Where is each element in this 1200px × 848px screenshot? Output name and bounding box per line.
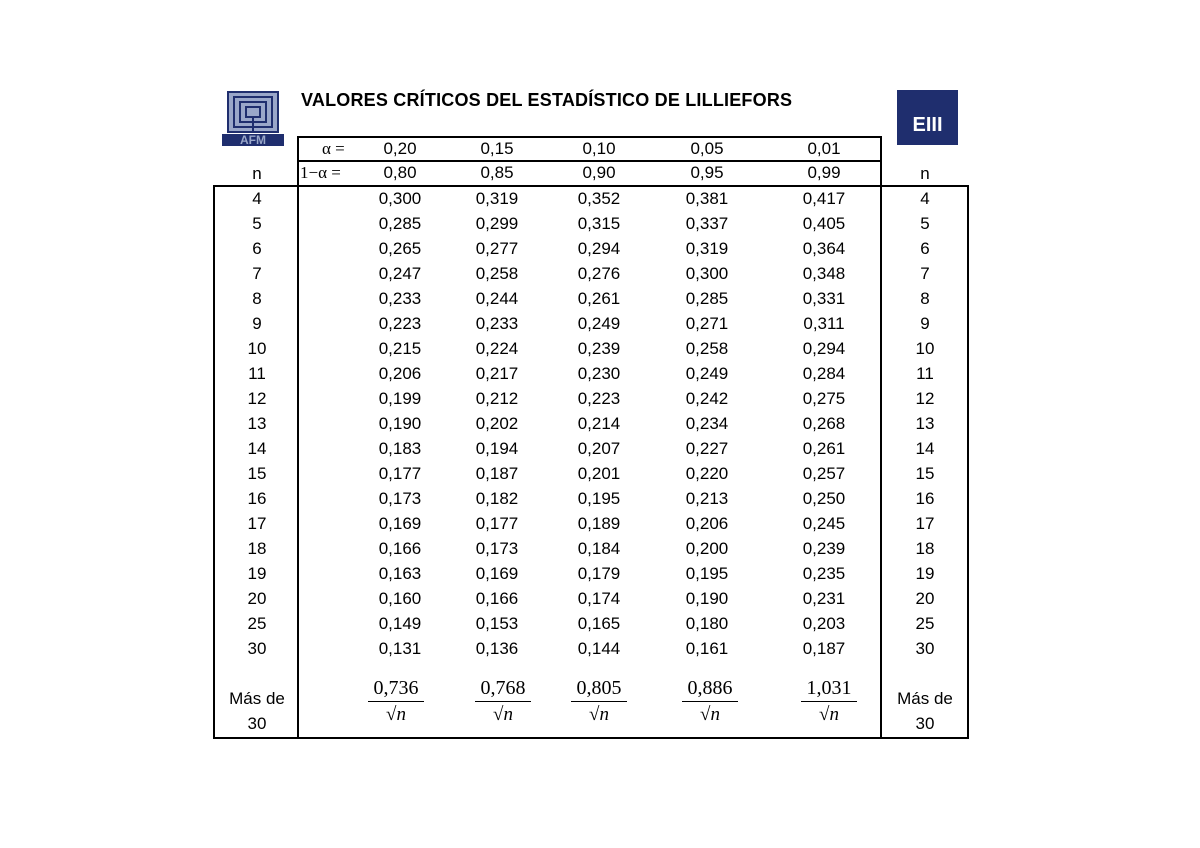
critical-value: 0,190: [685, 589, 729, 608]
afm-logo: [222, 90, 284, 148]
row-n-left: 8: [252, 289, 262, 308]
critical-value: 0,201: [577, 464, 621, 483]
fraction-numerator: 0,768: [480, 677, 526, 699]
one-minus-alpha-value: 0,99: [807, 163, 841, 182]
critical-value: 0,173: [475, 539, 519, 558]
critical-value: 0,265: [378, 239, 422, 258]
row-n-left: 4: [252, 189, 262, 208]
critical-value: 0,223: [378, 314, 422, 333]
fraction-denominator: √n: [700, 704, 720, 725]
right-column-divider: [880, 185, 882, 739]
critical-value: 0,261: [577, 289, 621, 308]
critical-value: 0,214: [577, 414, 621, 433]
row-n-left: 6: [252, 239, 262, 258]
afm-logo-text: AFM: [240, 133, 266, 147]
critical-value: 0,230: [577, 364, 621, 383]
critical-value: 0,275: [802, 389, 846, 408]
critical-value: 0,184: [577, 539, 621, 558]
fraction-numerator: 0,805: [576, 677, 622, 699]
left-column-divider: [297, 185, 299, 739]
critical-value: 0,189: [577, 514, 621, 533]
critical-value: 0,285: [378, 214, 422, 233]
row-n-left: 5: [252, 214, 262, 233]
critical-value: 0,381: [685, 189, 729, 208]
critical-value: 0,239: [802, 539, 846, 558]
fraction-bar: [801, 701, 857, 702]
row-n-left: 30: [247, 639, 267, 658]
n-header-left: n: [252, 164, 262, 183]
fraction-denominator: √n: [819, 704, 839, 725]
critical-value: 0,337: [685, 214, 729, 233]
one-minus-alpha-value: 0,95: [690, 163, 724, 182]
row-n-left: 17: [247, 514, 267, 533]
critical-value: 0,194: [475, 439, 519, 458]
critical-value: 0,195: [685, 564, 729, 583]
critical-value: 0,242: [685, 389, 729, 408]
critical-value: 0,169: [378, 514, 422, 533]
fraction-bar: [571, 701, 627, 702]
critical-value: 0,187: [475, 464, 519, 483]
critical-value: 0,182: [475, 489, 519, 508]
critical-value: 0,223: [577, 389, 621, 408]
row-n-right: 14: [915, 439, 935, 458]
critical-value: 0,277: [475, 239, 519, 258]
row-n-left: 14: [247, 439, 267, 458]
critical-value: 0,294: [802, 339, 846, 358]
critical-value: 0,220: [685, 464, 729, 483]
one-minus-alpha-label: 1−α =: [300, 163, 341, 182]
critical-value: 0,261: [802, 439, 846, 458]
critical-value: 0,206: [378, 364, 422, 383]
critical-value: 0,215: [378, 339, 422, 358]
critical-value: 0,234: [685, 414, 729, 433]
critical-value: 0,166: [475, 589, 519, 608]
critical-value: 0,348: [802, 264, 846, 283]
row-n-right: 12: [915, 389, 935, 408]
row-n-right: 10: [915, 339, 935, 358]
fraction-bar: [682, 701, 738, 702]
critical-value: 0,169: [475, 564, 519, 583]
row-n-right: 6: [920, 239, 930, 258]
fraction-denominator: √n: [386, 704, 406, 725]
one-minus-alpha-value: 0,80: [383, 163, 417, 182]
row-n-right: 8: [920, 289, 930, 308]
page-title: VALORES CRÍTICOS DEL ESTADÍSTICO DE LILLIEFORS: [301, 90, 793, 110]
critical-value: 0,258: [685, 339, 729, 358]
alpha-value: 0,20: [383, 139, 417, 158]
critical-value: 0,294: [577, 239, 621, 258]
critical-value: 0,331: [802, 289, 846, 308]
critical-value: 0,271: [685, 314, 729, 333]
critical-value: 0,202: [475, 414, 519, 433]
critical-value: 0,276: [577, 264, 621, 283]
critical-value: 0,244: [475, 289, 519, 308]
row-n-left: 25: [247, 614, 267, 633]
critical-value: 0,245: [802, 514, 846, 533]
critical-value: 0,206: [685, 514, 729, 533]
critical-value: 0,235: [802, 564, 846, 583]
critical-value: 0,200: [685, 539, 729, 558]
row-n-right: 13: [915, 414, 935, 433]
one-minus-alpha-value: 0,90: [582, 163, 616, 182]
critical-value: 0,207: [577, 439, 621, 458]
critical-value: 0,174: [577, 589, 621, 608]
row-n-right: 11: [916, 364, 934, 383]
asymptotic-critical-value: [463, 677, 543, 726]
critical-value: 0,190: [378, 414, 422, 433]
critical-value: 0,257: [802, 464, 846, 483]
row-n-left: 13: [247, 414, 267, 433]
last-row-label-right-line1: Más de: [897, 689, 953, 708]
critical-value: 0,161: [685, 639, 729, 658]
critical-value: 0,239: [577, 339, 621, 358]
eiii-logo: EIII: [897, 90, 958, 145]
row-n-right: 20: [915, 589, 935, 608]
critical-value: 0,364: [802, 239, 846, 258]
critical-value: 0,217: [475, 364, 519, 383]
critical-value: 0,136: [475, 639, 519, 658]
alpha-value: 0,01: [807, 139, 841, 158]
critical-value: 0,231: [802, 589, 846, 608]
asymptotic-critical-value: [559, 677, 639, 726]
asymptotic-critical-value: [670, 677, 750, 726]
critical-value: 0,177: [378, 464, 422, 483]
critical-value: 0,319: [475, 189, 519, 208]
alpha-label: α =: [322, 139, 345, 158]
asymptotic-critical-value: [356, 677, 436, 726]
critical-value: 0,249: [685, 364, 729, 383]
critical-value: 0,131: [378, 639, 422, 658]
critical-value: 0,268: [802, 414, 846, 433]
last-row-label-right-line2: 30: [915, 714, 935, 733]
critical-value: 0,160: [378, 589, 422, 608]
row-n-right: 16: [915, 489, 935, 508]
row-n-left: 16: [247, 489, 267, 508]
critical-value: 0,405: [802, 214, 846, 233]
fraction-denominator: √n: [589, 704, 609, 725]
row-n-right: 15: [915, 464, 935, 483]
critical-value: 0,284: [802, 364, 846, 383]
row-n-left: 7: [252, 264, 262, 283]
critical-value: 0,163: [378, 564, 422, 583]
critical-value: 0,149: [378, 614, 422, 633]
critical-value: 0,179: [577, 564, 621, 583]
critical-value: 0,319: [685, 239, 729, 258]
alpha-value: 0,15: [480, 139, 514, 158]
critical-value: 0,300: [685, 264, 729, 283]
row-n-right: 30: [915, 639, 935, 658]
fraction-numerator: 0,736: [373, 677, 419, 699]
row-n-right: 17: [915, 514, 935, 533]
critical-value: 0,199: [378, 389, 422, 408]
critical-value: 0,166: [378, 539, 422, 558]
critical-value: 0,247: [378, 264, 422, 283]
critical-value: 0,153: [475, 614, 519, 633]
critical-value: 0,249: [577, 314, 621, 333]
critical-value: 0,173: [378, 489, 422, 508]
header-divider: [297, 160, 882, 162]
row-n-left: 10: [247, 339, 267, 358]
critical-value: 0,311: [803, 314, 845, 333]
fraction-bar: [368, 701, 424, 702]
asymptotic-critical-value: [789, 677, 869, 726]
row-n-right: 25: [915, 614, 935, 633]
fraction-bar: [475, 701, 531, 702]
critical-value: 0,195: [577, 489, 621, 508]
row-n-left: 15: [247, 464, 267, 483]
alpha-value: 0,10: [582, 139, 616, 158]
critical-value: 0,233: [475, 314, 519, 333]
row-n-right: 4: [920, 189, 930, 208]
alpha-value: 0,05: [690, 139, 724, 158]
last-row-label-left-line2: 30: [247, 714, 267, 733]
row-n-left: 19: [247, 564, 267, 583]
critical-value: 0,224: [475, 339, 519, 358]
row-n-left: 18: [247, 539, 267, 558]
row-n-right: 9: [920, 314, 930, 333]
critical-value: 0,300: [378, 189, 422, 208]
row-n-left: 12: [247, 389, 267, 408]
critical-value: 0,203: [802, 614, 846, 633]
row-n-right: 18: [915, 539, 935, 558]
critical-value: 0,165: [577, 614, 621, 633]
critical-value: 0,250: [802, 489, 846, 508]
critical-value: 0,299: [475, 214, 519, 233]
critical-value: 0,212: [475, 389, 519, 408]
critical-value: 0,285: [685, 289, 729, 308]
critical-value: 0,187: [802, 639, 846, 658]
last-row-label-left-line1: Más de: [229, 689, 285, 708]
critical-value: 0,183: [378, 439, 422, 458]
critical-value: 0,227: [685, 439, 729, 458]
row-n-left: 20: [247, 589, 267, 608]
critical-value: 0,315: [577, 214, 621, 233]
row-n-left: 9: [252, 314, 262, 333]
fraction-numerator: 1,031: [806, 677, 852, 699]
row-n-right: 19: [915, 564, 935, 583]
critical-value: 0,258: [475, 264, 519, 283]
fraction-numerator: 0,886: [687, 677, 733, 699]
critical-value: 0,177: [475, 514, 519, 533]
row-n-right: 5: [920, 214, 930, 233]
critical-value: 0,213: [685, 489, 729, 508]
critical-value: 0,180: [685, 614, 729, 633]
row-n-right: 7: [920, 264, 930, 283]
one-minus-alpha-value: 0,85: [480, 163, 514, 182]
critical-value: 0,233: [378, 289, 422, 308]
fraction-denominator: √n: [493, 704, 513, 725]
critical-value: 0,144: [577, 639, 621, 658]
row-n-left: 11: [248, 364, 266, 383]
critical-value: 0,352: [577, 189, 621, 208]
critical-value: 0,417: [802, 189, 846, 208]
n-header-right: n: [920, 164, 930, 183]
